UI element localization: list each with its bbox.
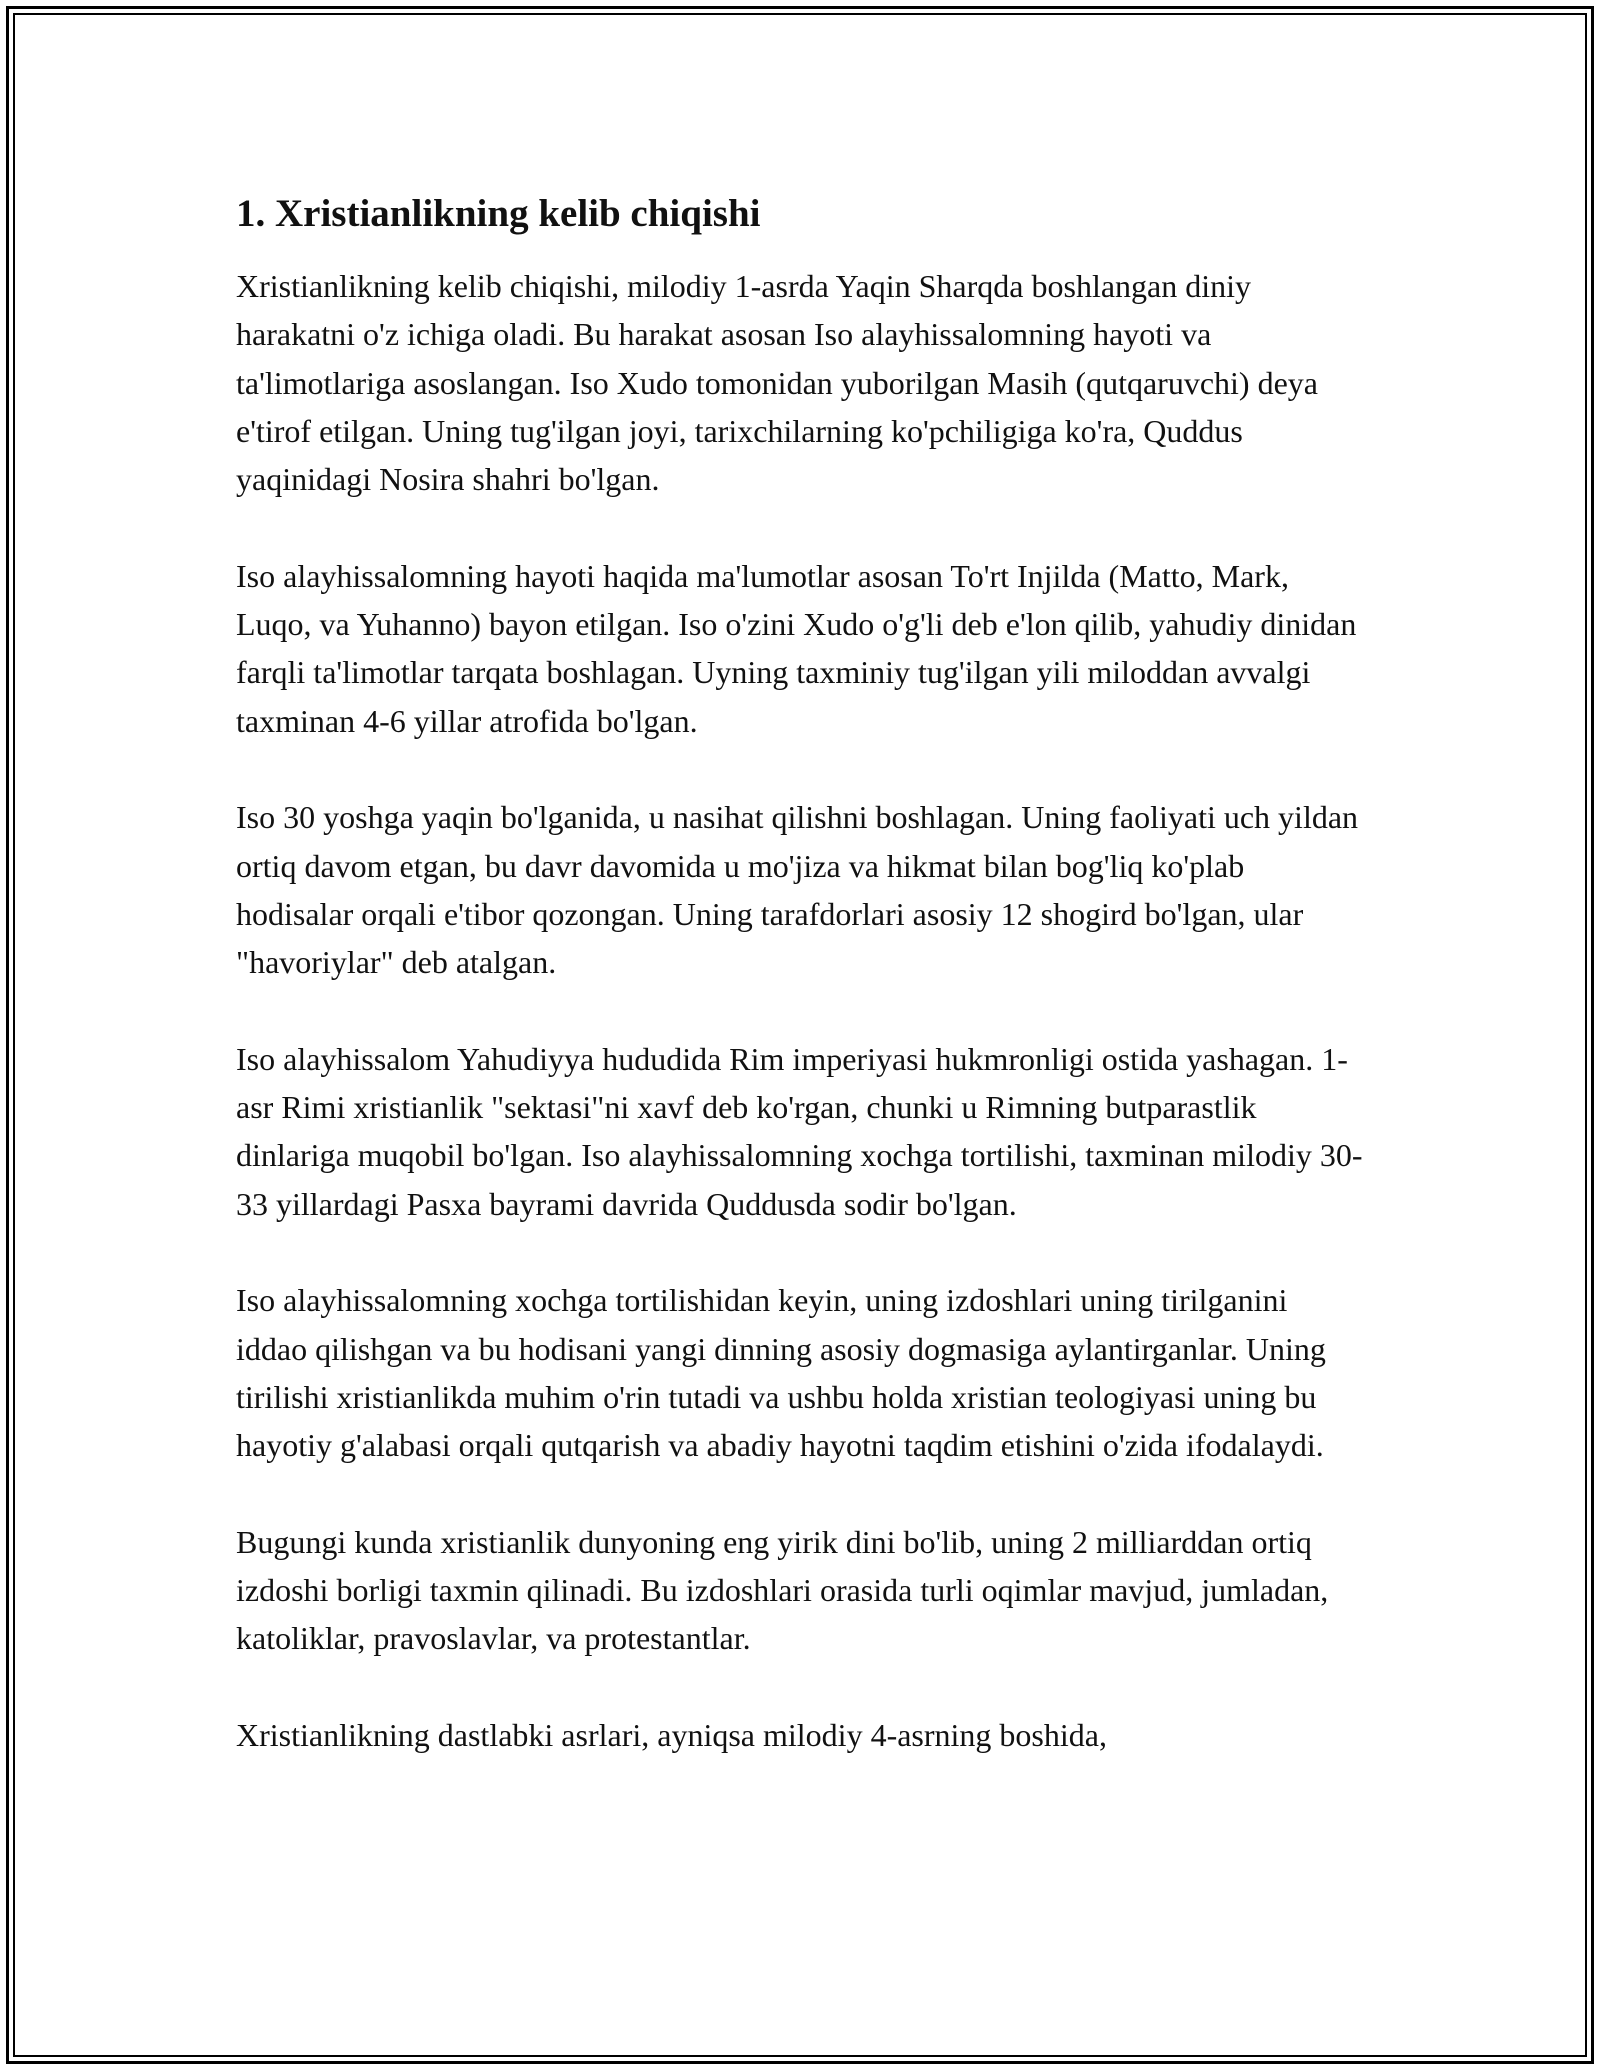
paragraph-resurrection: Iso alayhissalomning xochga tortilishidan keyin, uning izdoshlari uning tirilganini iddao qilishgan va bu hodisani yangi dinning asosiy dogmasiga aylantirganlar. Uning tirilishi xristianlikda muhim o'rin tutadi va ushbu holda xristian teologiyasi uning bu hayotiy g'alabasi orqali qutqarish va abadiy hayotni taqdim etishini o'zida ifodalaydi.: [236, 1282, 1326, 1464]
section-heading: 1. Xristianlikning kelib chiqishi: [236, 192, 761, 235]
paragraph-ministry: Iso 30 yoshga yaqin bo'lganida, u nasihat qilishni boshlagan. Uning faoliyati uch yildan ortiq davom etgan, bu davr davomida u mo'jiza va hikmat bilan bog'liq ko'plab hodisalar orqali e'tibor qozongan. Uning tarafdorlari asosiy 12 shogird bo'lgan, ular "havoriylar" deb atalgan.: [236, 799, 1359, 981]
paragraph-origin: Xristianlikning kelib chiqishi, milodiy 1-asrda Yaqin Sharqda boshlangan diniy harakatni o'z ichiga oladi. Bu harakat asosan Iso alayhissalomning hayoti va ta'limotlariga asoslangan. Iso Xudo tomonidan yuborilgan Masih (qutqaruvchi) deya e'tirof etilgan. Uning tug'ilgan joyi, tarixchilarning ko'pchiligiga ko'ra, Quddus yaqinidagi Nosira shahri bo'lgan.: [236, 268, 1318, 498]
document-body: [236, 188, 1366, 1759]
paragraph-roman-rule: Iso alayhissalom Yahudiyya hududida Rim imperiyasi hukmronligi ostida yashagan. 1-asr Rimi xristianlik "sektasi"ni xavf deb ko'rgan, chunki u Rimning butparastlik dinlariga muqobil bo'lgan. Iso alayhissalomning xochga tortilishi, taxminan milodiy 30-33 yillardagi Pasxa bayrami davrida Quddusda sodir bo'lgan.: [236, 1040, 1363, 1222]
paragraph-today: Bugungi kunda xristianlik dunyoning eng yirik dini bo'lib, uning 2 milliarddan ortiq izdoshi borligi taxmin qilinadi. Bu izdoshlari orasida turli oqimlar mavjud, jumladan, katoliklar, pravoslavlar, va protestantlar.: [236, 1523, 1329, 1657]
paragraph-gospels: Iso alayhissalomning hayoti haqida ma'lumotlar asosan To'rt Injilda (Matto, Mark, Luqo, va Yuhanno) bayon etilgan. Iso o'zini Xudo o'g'li deb e'lon qilib, yahudiy dinidan farqli ta'limotlar tarqata boshlagan. Uyning taxminiy tug'ilgan yili miloddan avvalgi taxminan 4-6 yillar atrofida bo'lgan.: [236, 557, 1357, 739]
paragraph-early-centuries: Xristianlikning dastlabki asrlari, ayniqsa milodiy 4-asrning boshida,: [236, 1716, 1107, 1753]
